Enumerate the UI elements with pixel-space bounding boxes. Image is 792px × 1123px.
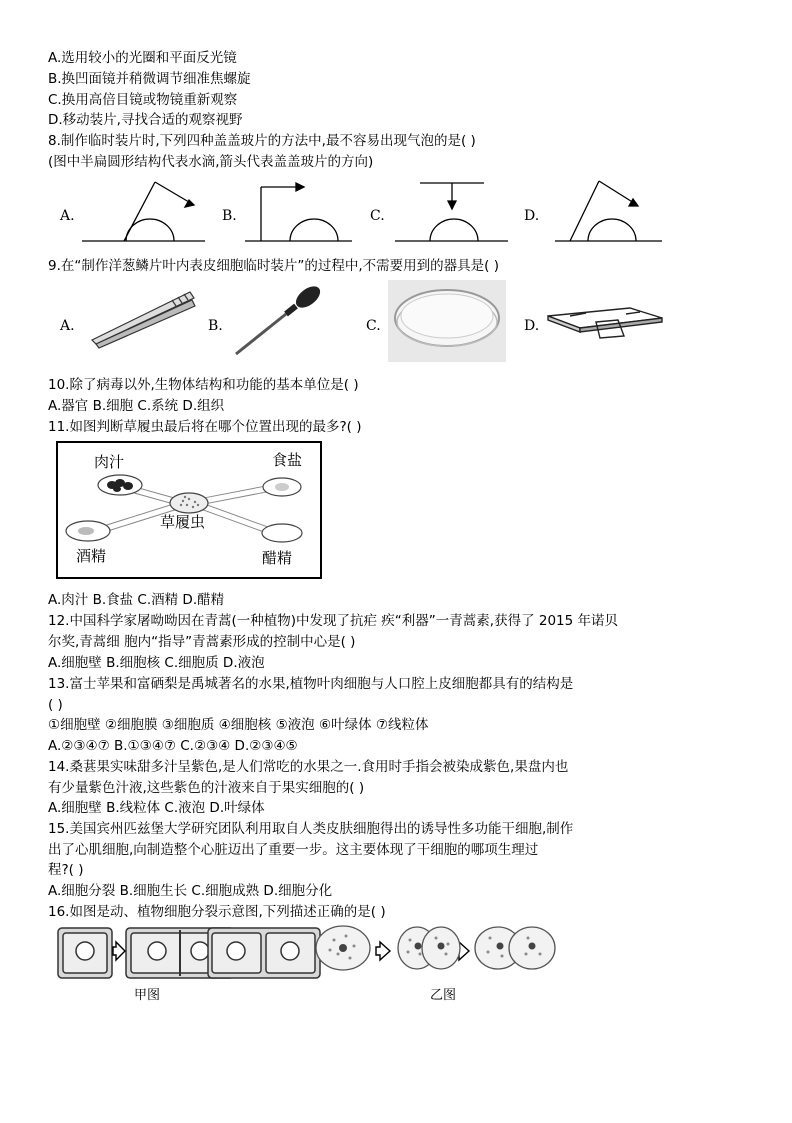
q9-label-d: D. — [524, 318, 540, 334]
q11-options: A.肉汁 B.食盐 C.酒精 D.醋精 — [48, 592, 225, 608]
q9-tools-figure — [0, 278, 700, 368]
q8-option-b-drawing — [245, 183, 352, 241]
q16-stem: 16.如图是动、植物细胞分裂示意图,下列描述正确的是( ) — [48, 904, 386, 920]
q9-stem: 9.在“制作洋葱鳞片叶内表皮细胞临时装片”的过程中,不需要用到的器具是( ) — [48, 258, 499, 274]
q11-stem: 11.如图判断草履虫最后将在哪个位置出现的最多?( ) — [48, 419, 362, 435]
q8-option-d-drawing — [555, 181, 662, 241]
q9-label-c: C. — [366, 318, 381, 334]
q15-stem-2: 出了心肌细胞,向制造整个心脏迈出了重要一步。这主要体现了干细胞的哪项生理过 — [48, 842, 539, 858]
q14-stem-1: 14.桑葚果实味甜多汁呈紫色,是人们常吃的水果之一.食用时手指会被染成紫色,果盘内也 — [48, 759, 569, 775]
petri-dish-icon — [388, 280, 506, 362]
figure-label-animal: 乙图 — [430, 988, 457, 1003]
label-vinegar: 醋精 — [262, 549, 293, 567]
q9-label-a: A. — [60, 318, 75, 334]
q8-coverslip-figure — [0, 175, 700, 250]
glass-slide-icon — [548, 308, 662, 338]
q15-options: A.细胞分裂 B.细胞生长 C.细胞成熟 D.细胞分化 — [48, 883, 333, 899]
label-meat-juice: 肉汁 — [94, 453, 125, 471]
q14-stem-2: 有少量紫色汁液,这些紫色的汁液来自于果实细胞的( ) — [48, 780, 365, 796]
q8-label-c: C. — [370, 208, 385, 224]
dropper-icon — [236, 282, 324, 354]
q8-option-a-drawing — [82, 182, 205, 241]
q12-stem-2: 尔奖,青蒿细 胞内“指导”青蒿素形成的控制中心是( ) — [48, 634, 356, 650]
q8-label-a: A. — [60, 208, 75, 224]
q15-stem-1: 15.美国宾州匹兹堡大学研究团队利用取自人类皮肤细胞得出的诱导性多功能干细胞,制作 — [48, 821, 574, 837]
q14-options: A.细胞壁 B.线粒体 C.液泡 D.叶绿体 — [48, 800, 265, 816]
tweezers-icon — [92, 292, 195, 348]
q8-stem: 8.制作临时装片时,下列四种盖盖玻片的方法中,最不容易出现气泡的是( ) — [48, 133, 476, 149]
q13-structures: ①细胞壁 ②细胞膜 ③细胞质 ④细胞核 ⑤液泡 ⑥叶绿体 ⑦线粒体 — [48, 717, 429, 733]
q12-stem-1: 12.中国科学家屠呦呦因在青蒿(一种植物)中发现了抗疟 疾“利器”一青蒿素,获得了 2015 年诺贝 — [48, 613, 619, 629]
label-alcohol: 酒精 — [76, 547, 107, 565]
label-salt: 食盐 — [272, 451, 303, 469]
q11-paramecium-figure — [56, 441, 322, 579]
q16-cell-division-figure — [50, 924, 560, 1008]
q10-stem: 10.除了病毒以外,生物体结构和功能的基本单位是( ) — [48, 377, 359, 393]
q7-option-b: B.换凹面镜并稍微调节细准焦螺旋 — [48, 71, 251, 87]
q13-options: A.②③④⑦ B.①③④⑦ C.②③④ D.②③④⑤ — [48, 738, 298, 754]
q7-option-d: D.移动装片,寻找合适的观察视野 — [48, 112, 243, 128]
q15-stem-3: 程?( ) — [48, 862, 84, 878]
q8-note: (图中半扁圆形结构代表水滴,箭头代表盖盖玻片的方向) — [48, 154, 374, 170]
q8-label-d: D. — [524, 208, 540, 224]
figure-label-plant: 甲图 — [134, 988, 161, 1003]
q10-options: A.器官 B.细胞 C.系统 D.组织 — [48, 398, 225, 414]
q8-option-c-drawing — [395, 183, 508, 241]
q8-label-b: B. — [222, 208, 237, 224]
q13-stem: 13.富士苹果和富硒梨是禹城著名的水果,植物叶肉细胞与人口腔上皮细胞都具有的结构是 — [48, 676, 574, 692]
label-paramecium: 草履虫 — [160, 513, 206, 531]
q7-option-c: C.换用高倍目镜或物镜重新观察 — [48, 92, 238, 108]
q9-label-b: B. — [208, 318, 223, 334]
q12-options: A.细胞壁 B.细胞核 C.细胞质 D.液泡 — [48, 655, 265, 671]
q13-paren: ( ) — [48, 697, 63, 713]
q7-option-a: A.选用较小的光圈和平面反光镜 — [48, 50, 237, 66]
